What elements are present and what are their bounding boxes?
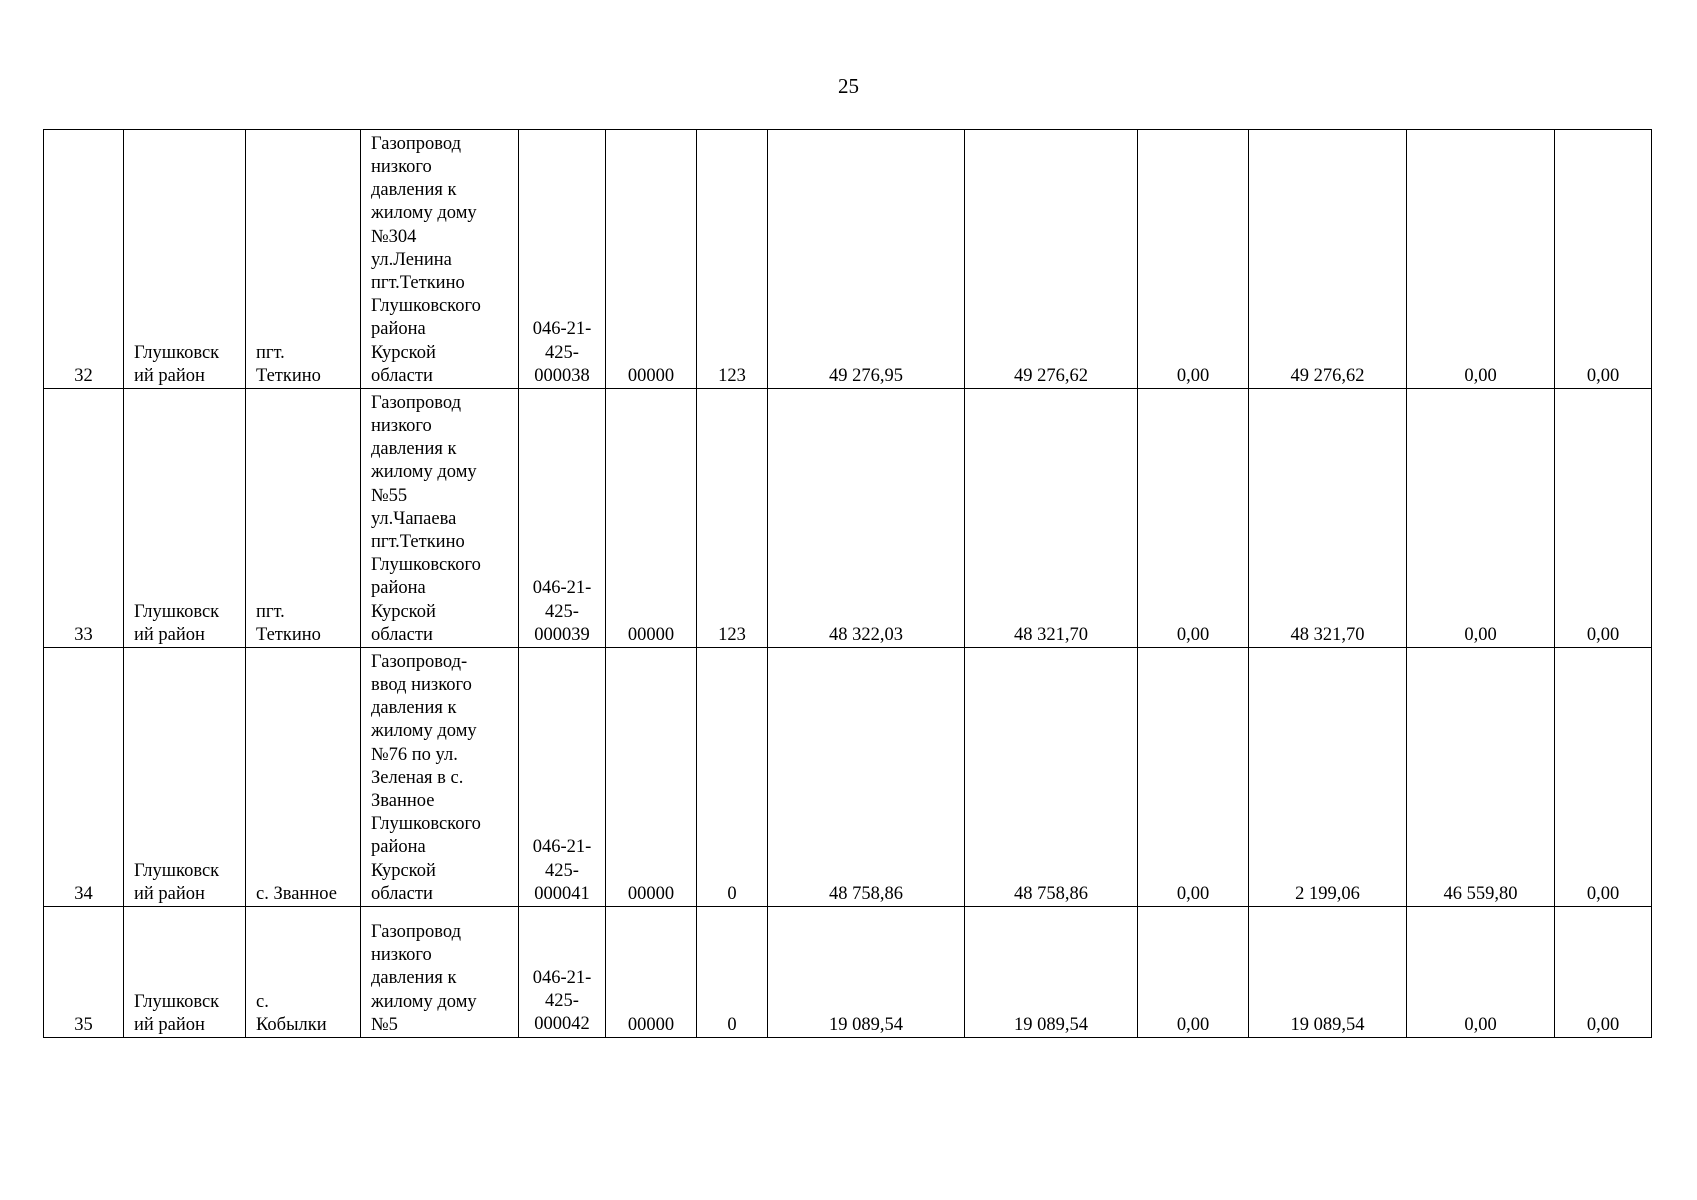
row-number: 32 (74, 365, 93, 386)
table-row (44, 130, 1652, 389)
value-cell (1249, 389, 1407, 648)
reg-code: 046-21- 425- 000041 (532, 837, 592, 904)
object-cell (361, 648, 519, 907)
value-cell (1555, 389, 1652, 648)
value-cell (1555, 648, 1652, 907)
code: 00000 (627, 883, 675, 904)
value-cell (1407, 130, 1555, 389)
settlement-cell (246, 389, 361, 648)
district: Глушковск ий район (134, 860, 220, 904)
value-6: 0,00 (1586, 624, 1620, 645)
row-number: 35 (74, 1014, 93, 1035)
code-cell (606, 907, 697, 1038)
value-1: 48 758,86 (829, 883, 903, 904)
table-row (44, 907, 1652, 1038)
district-cell (124, 648, 246, 907)
value-3: 0,00 (1176, 365, 1210, 386)
object-name: Газопровод- ввод низкого давления к жилому дому №76 по ул. Зеленая в с. Званное Глушковского района Курской области (371, 651, 481, 904)
value-cell (965, 907, 1138, 1038)
settlement-cell (246, 130, 361, 389)
reg-code-cell (519, 907, 606, 1038)
value-3: 0,00 (1176, 883, 1210, 904)
row-number-cell (44, 648, 124, 907)
table-row (44, 648, 1652, 907)
count: 0 (727, 883, 737, 904)
value-cell (1555, 130, 1652, 389)
code: 00000 (627, 624, 675, 645)
value-4: 49 276,62 (1290, 365, 1365, 386)
code-cell (606, 389, 697, 648)
count-cell (697, 389, 768, 648)
page-number: 25 (838, 74, 859, 98)
value-cell (1407, 389, 1555, 648)
table-row (44, 389, 1652, 648)
value-2: 48 321,70 (1014, 624, 1088, 645)
count: 0 (727, 1014, 737, 1035)
object-name: Газопровод низкого давления к жилому дому №304 ул.Ленина пгт.Теткино Глушковского района Курской области (371, 133, 481, 386)
value-cell (1407, 648, 1555, 907)
value-cell (965, 648, 1138, 907)
object-cell (361, 907, 519, 1038)
value-5: 46 559,80 (1443, 883, 1518, 904)
value-4: 19 089,54 (1290, 1014, 1365, 1035)
value-cell (1407, 907, 1555, 1038)
settlement-cell (246, 648, 361, 907)
value-3: 0,00 (1176, 1014, 1210, 1035)
value-6: 0,00 (1586, 883, 1620, 904)
code-cell (606, 130, 697, 389)
code: 00000 (627, 1014, 675, 1035)
district-cell (124, 907, 246, 1038)
reg-code: 046-21- 425- 000039 (532, 578, 592, 645)
code: 00000 (627, 365, 675, 386)
reg-code-cell (519, 389, 606, 648)
row-number: 34 (74, 883, 93, 904)
object-name: Газопровод низкого давления к жилому дому №55 ул.Чапаева пгт.Теткино Глушковского района Курской области (371, 392, 481, 645)
count: 123 (718, 365, 746, 386)
value-6: 0,00 (1586, 365, 1620, 386)
row-number-cell (44, 907, 124, 1038)
row-number-cell (44, 130, 124, 389)
code-cell (606, 648, 697, 907)
value-1: 49 276,95 (829, 365, 903, 386)
value-cell (965, 130, 1138, 389)
registry-table (43, 129, 1652, 1038)
value-cell (1555, 907, 1652, 1038)
district-cell (124, 389, 246, 648)
value-5: 0,00 (1464, 365, 1497, 386)
value-1: 19 089,54 (829, 1014, 903, 1035)
row-number: 33 (74, 624, 93, 645)
settlement: с. Званное (256, 883, 337, 904)
value-2: 49 276,62 (1014, 365, 1088, 386)
district-cell (124, 130, 246, 389)
value-4: 2 199,06 (1295, 883, 1360, 904)
count-cell (697, 130, 768, 389)
reg-code: 046-21- 425- 000042 (532, 968, 592, 1035)
value-1: 48 322,03 (829, 624, 903, 645)
settlement-cell (246, 907, 361, 1038)
reg-code-cell (519, 648, 606, 907)
settlement: пгт. Теткино (256, 601, 321, 645)
district: Глушковск ий район (134, 991, 220, 1035)
value-cell (1249, 648, 1407, 907)
value-2: 19 089,54 (1014, 1014, 1088, 1035)
value-cell (768, 648, 965, 907)
object-cell (361, 130, 519, 389)
value-cell (768, 389, 965, 648)
reg-code: 046-21- 425- 000038 (532, 319, 592, 386)
value-cell (1249, 907, 1407, 1038)
object-cell (361, 389, 519, 648)
value-3: 0,00 (1176, 624, 1210, 645)
row-number-cell (44, 389, 124, 648)
value-cell (768, 130, 965, 389)
value-cell (965, 389, 1138, 648)
value-4: 48 321,70 (1290, 624, 1365, 645)
value-cell (768, 907, 965, 1038)
settlement: с. Кобылки (256, 991, 327, 1035)
value-cell (1138, 907, 1249, 1038)
count-cell (697, 648, 768, 907)
reg-code-cell (519, 130, 606, 389)
value-cell (1138, 648, 1249, 907)
count-cell (697, 907, 768, 1038)
object-name: Газопровод низкого давления к жилому дому №5 (371, 921, 477, 1035)
district: Глушковск ий район (134, 601, 220, 645)
value-2: 48 758,86 (1014, 883, 1088, 904)
count: 123 (718, 624, 746, 645)
value-cell (1249, 130, 1407, 389)
settlement: пгт. Теткино (256, 342, 321, 386)
value-cell (1138, 389, 1249, 648)
value-6: 0,00 (1586, 1014, 1620, 1035)
value-cell (1138, 130, 1249, 389)
value-5: 0,00 (1464, 1014, 1497, 1035)
value-5: 0,00 (1464, 624, 1497, 645)
district: Глушковск ий район (134, 342, 220, 386)
